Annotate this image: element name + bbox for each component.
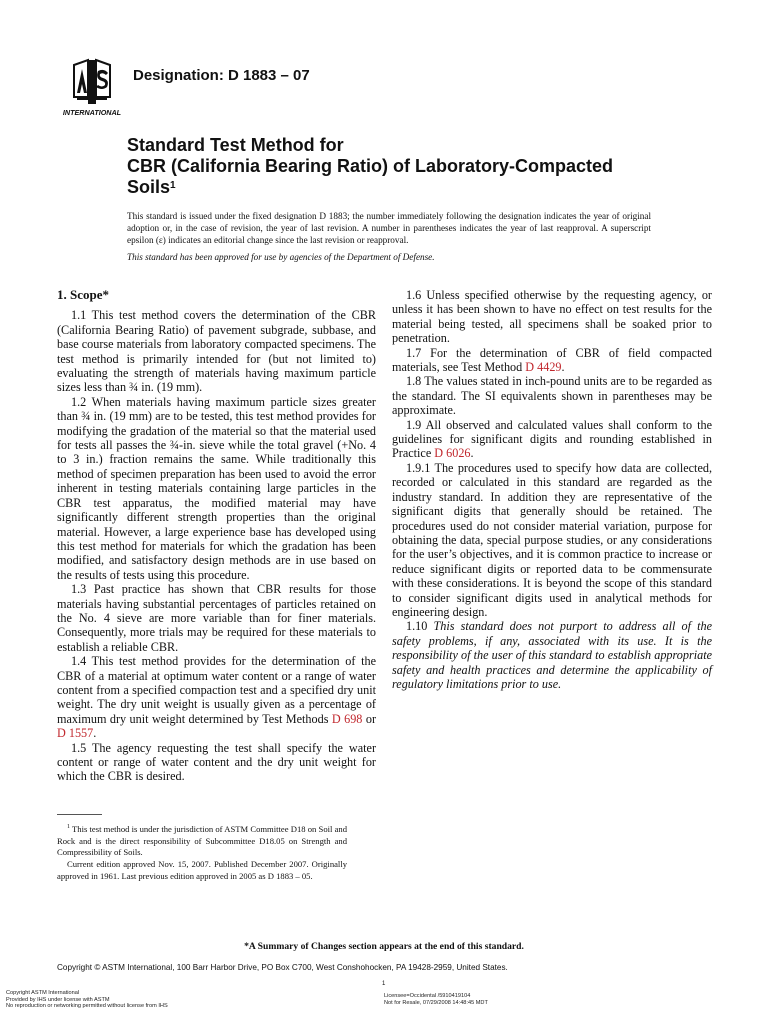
footnote-1-edition: Current edition approved Nov. 15, 2007. Published December 2007. Originally approved in 1961. Last previous edition approved in 2005 as D 1883 – 05. xyxy=(57,858,347,881)
link-d1557[interactable]: D 1557 xyxy=(57,726,94,741)
footnote-1 xyxy=(57,822,347,859)
section-1-2: 1.2 When materials having maximum particle sizes greater than ¾ in. (19 mm) are to be tested, this test method provides for modifying the gradation of the material so that the material used for tests all passes the ¾-in. sieve while the total gravel (+No. 4 to 3 in.) fraction remains the same. While traditionally this method of specimen preparation has been used to avoid the error inherent in testing materials containing large particles in the CBR test apparatus, the modified material may have significantly different strength properties than the original material. However, a large experience base has developed using this test method for materials for which the gradation has been modified, and satisfactory design methods are in use based on the results of tests using this procedure. xyxy=(57,394,376,582)
link-d6026[interactable]: D 6026 xyxy=(434,446,471,461)
title-line-3-text: Soils xyxy=(127,177,171,197)
title-line-1: Standard Test Method for xyxy=(127,135,344,155)
approved-note: This standard has been approved for use by agencies of the Department of Defense. xyxy=(127,252,435,262)
section-1-3: 1.3 Past practice has shown that CBR results for those materials having substantial percentages of particles retained on the No. 4 sieve are more variable than for finer materials. Consequently, more trials may be required for these materials to establish a reliable CBR. xyxy=(57,582,376,654)
section-1-9 xyxy=(392,418,712,461)
link-d698[interactable]: D 698 xyxy=(331,711,363,726)
issued-note: This standard is issued under the fixed designation D 1883; the number immediately following the designation indicates the year of original adoption or, in the case of revision, the year of last revision. A number in parentheses indicates the year of last reapproval. A superscript epsilon (ε) indicates an editorial change since the last revision or reapproval. xyxy=(127,211,651,245)
astm-logo xyxy=(60,57,124,119)
section-1-1: 1.1 This test method covers the determination of the CBR (California Bearing Ratio) of pavement subgrade, subbase, and base course materials from laboratory compacted specimens. The test method is primarily intended for (but not limited to) evaluating the strength of materials having maximum particle sizes less than ¾ in. (19 mm). xyxy=(57,308,376,395)
link-d4429[interactable]: D 4429 xyxy=(525,360,562,375)
summary-of-changes-note: *A Summary of Changes section appears at the end of this standard. xyxy=(244,941,524,952)
section-1-4 xyxy=(57,654,376,740)
section-1-7-end: . xyxy=(561,360,565,375)
copyright-line: Copyright © ASTM International, 100 Barr Harbor Drive, PO Box C700, West Conshohocken, PA 19428-2959, United States. xyxy=(57,963,508,972)
section-1-4-end: . xyxy=(93,726,97,741)
section-1-4-text: 1.4 This test method provides for the determination of the CBR of a material at optimum water content or a range of water content from a specified compaction test and a specified dry unit weight. The dry unit weight is usually given as a percentage of maximum dry unit weight determined by Test Methods xyxy=(57,654,376,726)
footnote-1-text: This test method is under the jurisdiction of ASTM Committee D18 on Soil and Rock and is the direct responsibility of Subcommittee D18.05 on Strength and Compressibility of Soils. xyxy=(57,823,347,858)
license-left-line: Copyright ASTM International xyxy=(6,990,80,996)
designation: Designation: D 1883 – 07 xyxy=(133,67,310,84)
scope-heading: 1. Scope* xyxy=(57,287,109,302)
section-1-7 xyxy=(392,346,712,375)
license-left-line: Provided by IHS under license with ASTM xyxy=(6,996,110,1003)
left-column xyxy=(57,288,376,784)
right-column xyxy=(392,288,712,691)
footnote-1-mark: 1 xyxy=(67,824,70,830)
footnote-rule xyxy=(57,814,102,815)
section-1-10-number: 1.10 xyxy=(406,619,434,634)
title-line-2: CBR (California Bearing Ratio) of Laboratory-Compacted xyxy=(127,156,614,176)
license-right xyxy=(384,993,488,1006)
section-1-10-text: This standard does not purport to address all of the safety problems, if any, associated with its use. It is the responsibility of the user of this standard to establish appropriate safety and health practices and determine the applicability of regulatory limitations prior to use. xyxy=(392,619,713,691)
title-line-3 xyxy=(127,177,687,198)
section-1-6: 1.6 Unless specified otherwise by the requesting agency, or unless it has been shown to have no effect on test results for the material being tested, all specimens shall be soaked prior to penetration. xyxy=(392,288,712,346)
license-right-line: Licensee=Occidental /5910419104 xyxy=(384,993,471,999)
logo-text: INTERNATIONAL xyxy=(62,108,122,117)
section-1-10 xyxy=(392,619,712,691)
section-1-8: 1.8 The values stated in inch-pound units are to be regarded as the standard. The SI equivalents shown in parentheses may be approximate. xyxy=(392,374,712,418)
license-left-line: No reproduction or networking permitted without license from IHS xyxy=(6,1003,168,1010)
section-1-9-text: 1.9 All observed and calculated values shall conform to the guidelines for significant digits and rounding established in Practice xyxy=(392,417,712,461)
license-right-line: Not for Resale, 07/29/2008 14:48:45 MDT xyxy=(384,999,488,1006)
document-title xyxy=(127,135,687,198)
section-1-5: 1.5 The agency requesting the test shall specify the water content or range of water content and the dry unit weight for which the CBR is desired. xyxy=(57,740,376,784)
section-1-9-end: . xyxy=(470,446,474,461)
title-footnote-mark: 1 xyxy=(170,180,176,191)
section-1-9-1: 1.9.1 The procedures used to specify how data are collected, recorded or calculated in this standard are regarded as the industry standard. In addition they are representative of the significant digits that generally should be retained. The procedures used do not consider material variation, purpose for obtaining the data, special purpose studies, or any considerations for the user’s objectives, and it is common practice to increase or reduce significant digits or reported data to be commensurate with these considerations. It is beyond the scope of this standard to consider significant digits used in analytical methods for engineering design. xyxy=(392,460,712,619)
page-number: 1 xyxy=(382,981,386,987)
footnotes xyxy=(57,822,347,882)
license-left xyxy=(6,990,168,1010)
section-1-7-text: 1.7 For the determination of CBR of field compacted materials, see Test Method xyxy=(392,345,712,375)
section-1-4-or: or xyxy=(362,711,376,726)
